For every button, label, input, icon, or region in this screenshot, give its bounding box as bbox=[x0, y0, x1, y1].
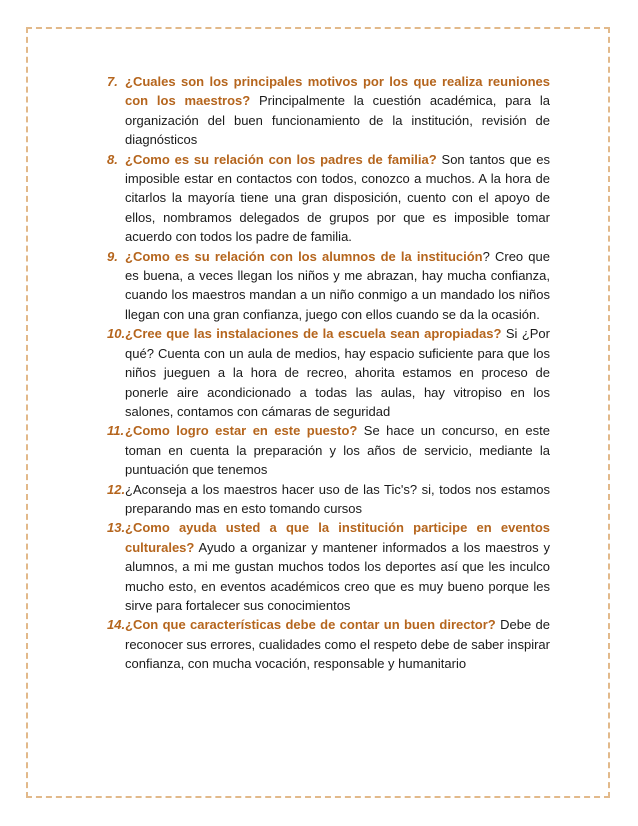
answer-text: Si ¿Por qué? Cuenta con un aula de medios, hay espacio suficiente para que los niños jueguen a la hora de recreo, ahorita estamos en proceso de ponerle aire acondicionado a todas las aulas, hay vitropiso en los salones, contamos con cámaras de seguridad bbox=[125, 326, 550, 419]
item-number: 13. bbox=[107, 520, 126, 536]
question-text: ¿Aconseja a los maestros hacer uso de las Tic's? bbox=[125, 481, 418, 497]
item-number: 9. bbox=[107, 248, 118, 264]
answer-text: Ayudo a organizar y mantener informados a los maestros y alumnos, a mi me gustan muchos todos los deportes así que les inculco mucho esto, en eventos académicos creo que es muy bueno porque les sirve para fortalecer sus conocimientos bbox=[125, 539, 550, 613]
item-number: 12. bbox=[107, 481, 126, 497]
answer-text: ? Creo que es buena, a veces llegan los niños y me abrazan, hay mucha confianza, cuando los maestros mandan a un niño conmigo a un mandado los niños llegan con una gran confianza, juego con ellos cuando se da la ocasión. bbox=[125, 248, 550, 322]
question-text: ¿Como logro estar en este puesto? bbox=[125, 423, 358, 439]
question-item-7 bbox=[107, 72, 550, 150]
question-item-9 bbox=[107, 247, 550, 325]
item-number: 7. bbox=[107, 74, 118, 89]
question-item-14 bbox=[107, 615, 550, 673]
interview-question-list bbox=[107, 72, 550, 674]
question-text: ¿Como ayuda usted a que la institución participe en eventos culturales? bbox=[125, 520, 550, 555]
question-item-12 bbox=[107, 480, 550, 519]
item-number: 8. bbox=[107, 151, 118, 167]
answer-text: Son tantos que es imposible estar en contactos con todos, conozco a muchos. A la hora de citarlos la mayoría tiene una gran disposición, cuento con el apoyo de ellos, nombramos delegados de grupos por que es imposible tomar acuerdo con todos los padre de familia. bbox=[125, 151, 550, 245]
question-item-11 bbox=[107, 421, 550, 479]
question-text: ¿Cuales son los principales motivos por los que realiza reuniones con los maestros? bbox=[125, 74, 550, 109]
question-text: ¿Como es su relación con los alumnos de la institución bbox=[125, 248, 483, 264]
question-item-8 bbox=[107, 150, 550, 247]
answer-text: Se hace un concurso, en este toman en cuenta la preparación y los años de servicio, mediante la puntuación que tenemos bbox=[125, 423, 550, 478]
question-item-10 bbox=[107, 324, 550, 421]
answer-text: Debe de reconocer sus errores, cualidades como el respeto debe de saber inspirar confianza, con mucha vocación, responsable y humanitario bbox=[125, 617, 550, 672]
question-item-13 bbox=[107, 518, 550, 615]
item-number: 14. bbox=[107, 617, 126, 633]
question-text: ¿Como es su relación con los padres de familia? bbox=[125, 151, 437, 167]
answer-text: si, todos nos estamos preparando mas en esto tomando cursos bbox=[125, 481, 550, 516]
answer-text: Principalmente la cuestión académica, para la organización del buen funcionamiento de la institución, revisión de diagnósticos bbox=[125, 93, 550, 148]
item-number: 10. bbox=[107, 326, 126, 342]
item-number: 11. bbox=[107, 423, 125, 439]
question-text: ¿Con que características debe de contar un buen director? bbox=[125, 617, 496, 633]
question-text: ¿Cree que las instalaciones de la escuela sean apropiadas? bbox=[125, 326, 502, 342]
